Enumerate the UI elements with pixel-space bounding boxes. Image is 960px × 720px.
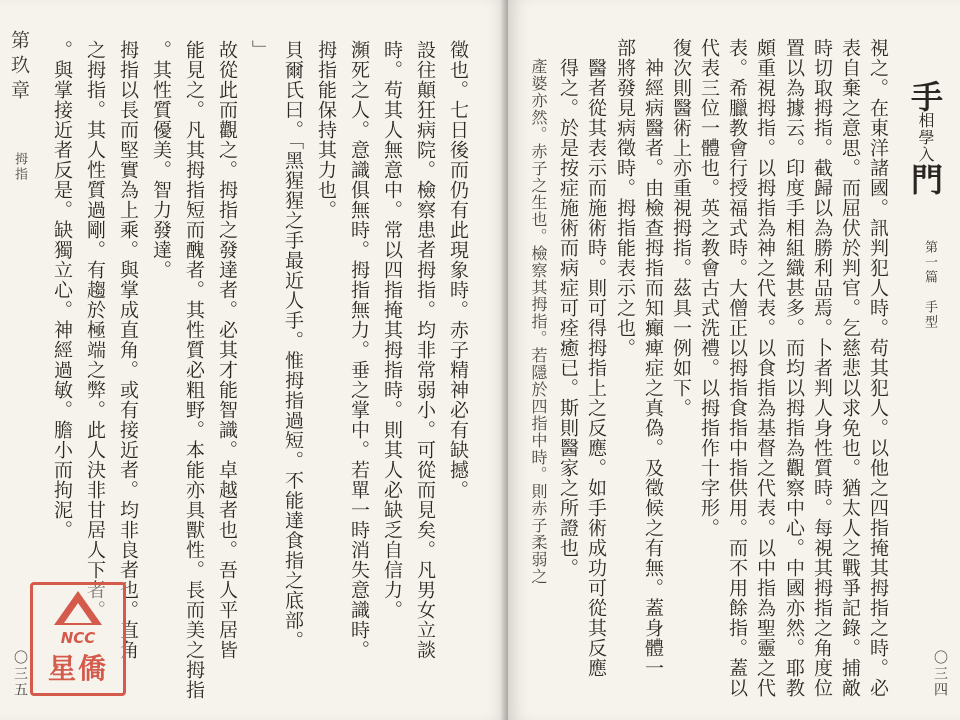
text-column: 醫者從其表示而施術時。則可得拇指上之反應。如手術成功可從其反應 (585, 58, 607, 678)
text-column: 。其性質優美。智力發達。 (150, 40, 172, 280)
page-number: 〇三四 (932, 650, 948, 698)
text-column: 貝爾氏曰。「黑猩猩之手最近人手。惟拇指過短。不能達食指之底部。 (282, 40, 304, 651)
book-title (902, 80, 948, 195)
text-column: 置以為據云。印度手相組織甚多。而均以拇指為觀察中心。中國亦然。耶教 (783, 38, 805, 698)
text-column: 部將發見病徵時。拇指能表示之也。 (614, 38, 636, 358)
text-column: 之拇指。其人性質過剛。有趨於極端之弊。此人決非甘居人下者。 (84, 40, 106, 620)
text-column: 徵也。七日後而仍有此現象時。赤子精神必有缺撼。 (447, 40, 469, 500)
text-column: 。與掌接近者反是。缺獨立心。神經過敏。膽小而拘泥。 (51, 40, 73, 540)
ncc-stamp-logo (30, 582, 126, 696)
section-label: 第一篇 手型 (922, 240, 937, 330)
chapter-subtitle: 拇指 (12, 152, 27, 182)
text-column: 產婆亦然。赤子之生也。檢察其拇指。若隱於四指中時。則赤子柔弱之 (529, 58, 548, 585)
text-column: 故從此而觀之。拇指之發達者。必其才能智識。卓越者也。吾人平居皆 (216, 40, 238, 660)
text-column: 能見之。凡其拇指短而醜者。其性質必粗野。本能亦具獸性。長而美之拇指 (183, 40, 205, 700)
text-column: 時。苟其人無意中。常以四指掩其拇指時。則其人必缺乏自信力。 (381, 40, 403, 620)
text-column: 表。希臘教會行授福式時。大僧正以拇指食指中指供用。而不用餘指。蓋以 (726, 38, 748, 698)
stamp-name: 星僑 (47, 652, 108, 685)
title-end: 門 (906, 163, 944, 195)
text-column: 神經病醫者。由檢查拇指而知癲痺症之真偽。及徵候之有無。蓋身體一 (642, 58, 664, 678)
text-column: 拇指能保持其力也。 (315, 40, 337, 220)
text-column: 拇指以長而堅實為上乘。與掌成直角。或有接近者。均非良者也。直角 (117, 40, 139, 660)
text-column: 表自棄之意思。而屈伏於判官。乞慈悲以求免也。猶太人之戰爭記錄。捕敵 (839, 38, 861, 698)
title-main: 手 (906, 80, 944, 112)
title-sub: 相學入 (916, 112, 935, 163)
text-column: 頗重視拇指。以拇指為神之代表。以食指為基督之代表。以中指為聖靈之代 (754, 38, 776, 698)
text-column: 代表三位一體也。英之教會古式洗禮。以拇指作十字形。 (698, 38, 720, 538)
text-column: 設往顛狂病院。檢察患者拇指。均非常弱小。可從而見矣。凡男女立談 (414, 40, 436, 660)
page-number: 〇三五 (12, 650, 28, 698)
text-column: 」 (249, 40, 271, 60)
stamp-brand: NCC (60, 629, 96, 647)
chapter-heading: 第玖章 (8, 30, 30, 105)
text-column: 視之。在東洋諸國。訊判犯人時。苟其犯人。以他之四指掩其拇指之時。必 (867, 38, 889, 698)
text-column: 時切取拇指。截歸以為勝利品焉。卜者判人身性質時。每視其拇指之角度位 (811, 38, 833, 698)
text-column: 復次則醫術上亦重視拇指。茲具一例如下。 (670, 38, 692, 418)
text-column: 瀕死之人。意識俱無時。拇指無力。垂之掌中。若單一時消失意識時。 (348, 40, 370, 660)
text-column: 得之。於是按症施術而病症可痊癒已。斯則醫家之所證也。 (557, 58, 579, 578)
